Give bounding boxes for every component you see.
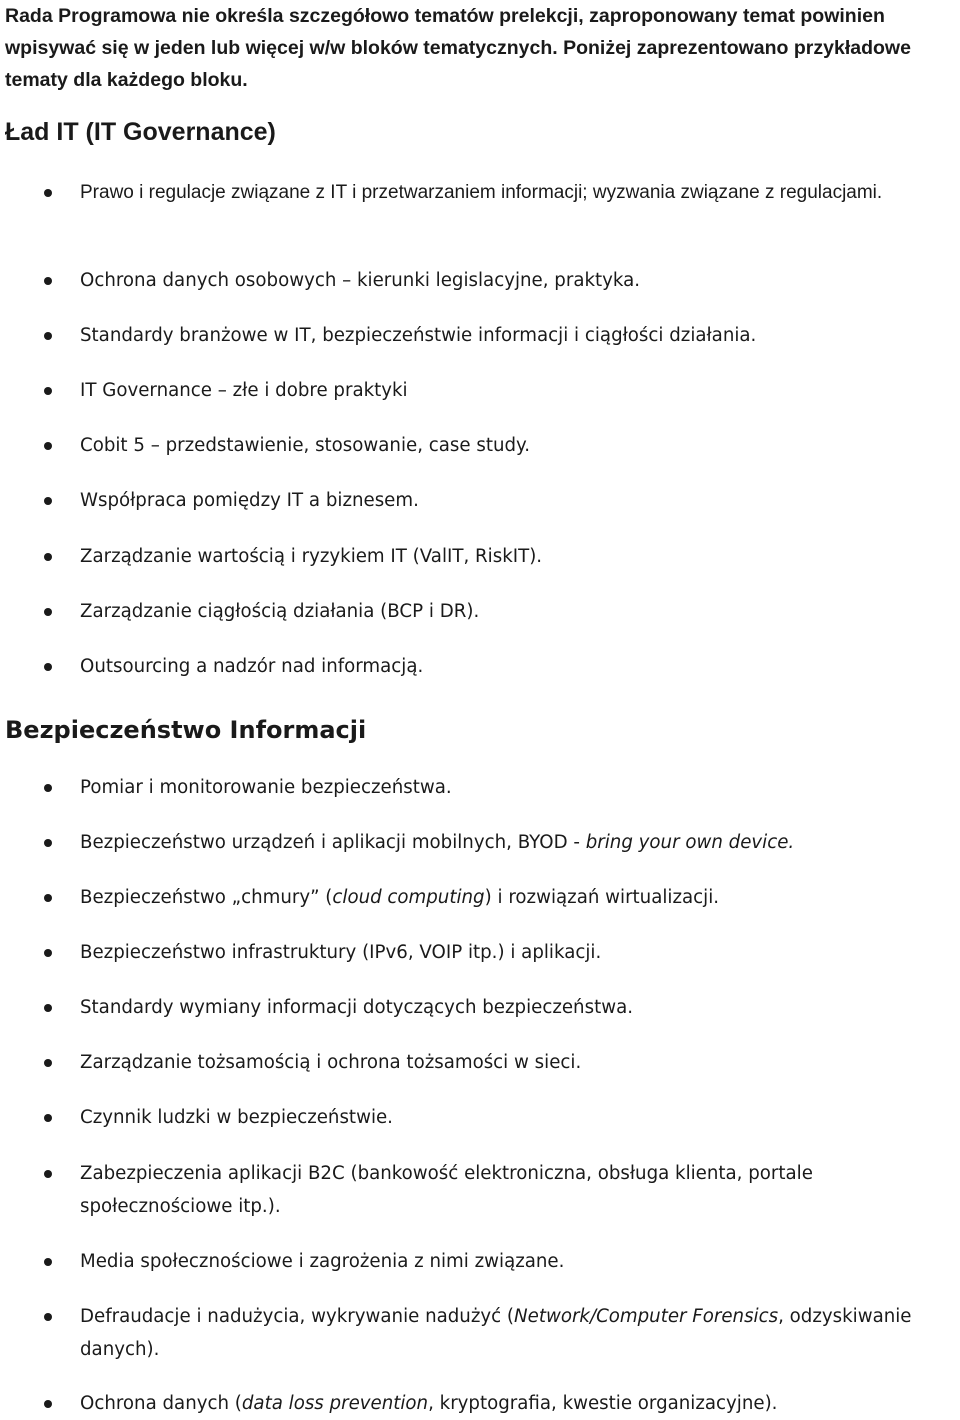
list-item-emphasis: bring your own device. [585, 832, 795, 853]
list-item-text: Bezpieczeństwo „chmury” ( [80, 887, 333, 908]
list-item-text: Bezpieczeństwo infrastruktury (IPv6, VOIP itp.) i aplikacji. [80, 942, 602, 963]
list-item [80, 936, 950, 969]
section-heading-it-governance: Ład IT (IT Governance) [5, 118, 276, 146]
list-item: Cobit 5 – przedstawienie, stosowanie, case study. [80, 429, 950, 462]
list-item: Standardy branżowe w IT, bezpieczeństwie informacji i ciągłości działania. [80, 319, 950, 352]
list-item: Zarządzanie wartością i ryzykiem IT (ValIT, RiskIT). [80, 540, 950, 573]
list-item-text: Media społecznościowe i zagrożenia z nimi związane. [80, 1251, 565, 1272]
list-item [80, 771, 950, 804]
list-item: Prawo i regulacje związane z IT i przetwarzaniem informacji; wyzwania związane z regulacjami. [80, 176, 950, 209]
list-item-text: Zarządzanie tożsamością i ochrona tożsamości w sieci. [80, 1052, 582, 1073]
list-item [80, 881, 950, 914]
list-item-text: ) i rozwiązań wirtualizacji. [484, 887, 720, 908]
list-item-text: Bezpieczeństwo urządzeń i aplikacji mobilnych, BYOD - [80, 832, 586, 853]
list-item-text: Defraudacje i nadużycia, wykrywanie nadużyć ( [80, 1306, 515, 1327]
section-heading-security: Bezpieczeństwo Informacji [5, 716, 367, 744]
list-item [80, 1046, 950, 1079]
list-item-emphasis: Network/Computer Forensics [514, 1306, 779, 1327]
list-item [80, 991, 950, 1024]
list-item: Zarządzanie ciągłością działania (BCP i DR). [80, 595, 950, 628]
list-item-text: , kryptografia, kwestie organizacyjne). [428, 1393, 778, 1414]
list-item: Współpraca pomiędzy IT a biznesem. [80, 484, 950, 517]
list-item: Outsourcing a nadzór nad informacją. [80, 650, 950, 683]
list-item [80, 1300, 950, 1366]
list-item-text: Zabezpieczenia aplikacji B2C (bankowość elektroniczna, obsługa klienta, portale społecznościowe itp.). [80, 1163, 813, 1217]
list-item-text: , odzyskiwanie danych). [80, 1306, 912, 1360]
list-item [80, 1101, 950, 1134]
list-item: Ochrona danych osobowych – kierunki legislacyjne, praktyka. [80, 264, 950, 297]
list-item [80, 1387, 950, 1420]
list-item [80, 1245, 950, 1278]
list-item-text: Pomiar i monitorowanie bezpieczeństwa. [80, 777, 452, 798]
list-item-text: Czynnik ludzki w bezpieczeństwie. [80, 1107, 393, 1128]
list-item [80, 1157, 950, 1223]
list-item-emphasis: cloud computing [332, 887, 485, 908]
list-item: IT Governance – złe i dobre praktyki [80, 374, 950, 407]
list-item-text: Standardy wymiany informacji dotyczących bezpieczeństwa. [80, 997, 633, 1018]
list-item-text: Ochrona danych ( [80, 1393, 242, 1414]
list-item [80, 826, 950, 859]
intro-paragraph: Rada Programowa nie określa szczegółowo tematów prelekcji, zaproponowany temat powinien wpisywać się w jeden lub więcej w/w bloków tematycznych. Poniżej zaprezentowano przykładowe tematy dla każdego bloku. [5, 5, 911, 91]
list-item-emphasis: data loss prevention [241, 1393, 429, 1414]
